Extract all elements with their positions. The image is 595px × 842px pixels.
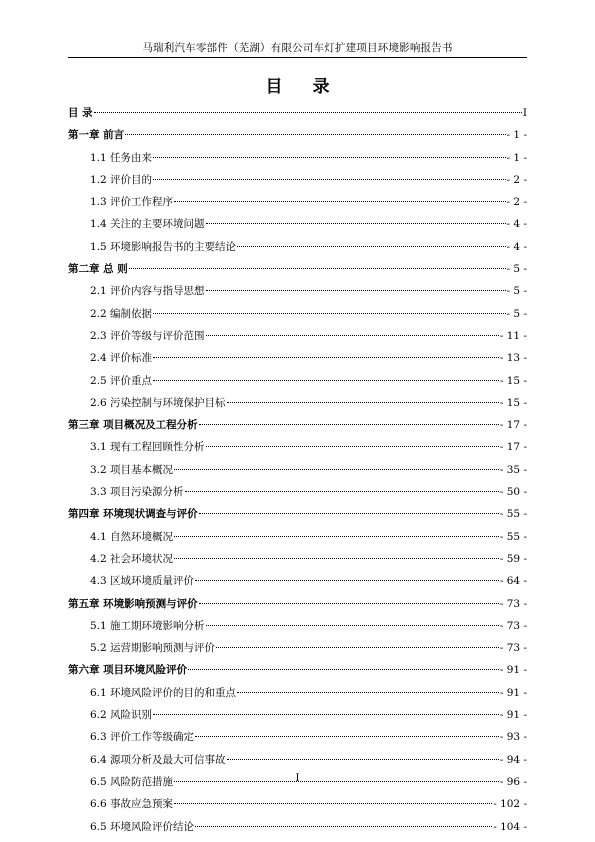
toc-entry-label: 1.3 评价工作程序 xyxy=(90,196,174,209)
toc-dot-leader xyxy=(153,313,506,314)
toc-dot-leader xyxy=(174,558,499,559)
toc-entry-label: 4.2 社会环境状况 xyxy=(90,552,174,565)
toc-section-entry[interactable] xyxy=(68,526,527,548)
toc-entry-label: 5.2 运营期影响预测与评价 xyxy=(90,642,216,655)
toc-section-entry[interactable] xyxy=(68,280,527,302)
toc-section-entry[interactable] xyxy=(68,191,527,213)
toc-entry-page: - 2 - xyxy=(506,196,527,209)
toc-dot-leader xyxy=(206,446,499,447)
toc-entry-page: - 4 - xyxy=(506,218,527,231)
toc-chapter-entry[interactable] xyxy=(68,258,527,280)
toc-section-entry[interactable] xyxy=(68,325,527,347)
toc-entry-label: 6.1 环境风险评价的目的和重点 xyxy=(90,686,237,699)
toc-entry-page: - 91 - xyxy=(499,709,527,722)
toc-entry-label: 2.6 污染控制与环境保护目标 xyxy=(90,396,226,409)
toc-dot-leader xyxy=(206,335,499,336)
toc-entry-page: - 5 - xyxy=(506,307,527,320)
toc-entry-label: 2.1 评价内容与指导思想 xyxy=(90,285,205,298)
toc-section-entry[interactable] xyxy=(68,436,527,458)
toc-entry-page: - 5 - xyxy=(506,285,527,298)
toc-dot-leader xyxy=(174,201,506,202)
toc-entry-label: 第四章 环境现状调查与评价 xyxy=(68,508,198,521)
toc-entry-label: 2.3 评价等级与评价范围 xyxy=(90,329,205,342)
toc-section-entry[interactable] xyxy=(68,570,527,592)
toc-dot-leader xyxy=(129,268,506,269)
toc-entry-page: - 5 - xyxy=(506,263,527,276)
toc-dot-leader xyxy=(216,647,499,648)
toc-entry-label: 2.5 评价重点 xyxy=(90,374,153,387)
toc-entry-label: 6.5 环境风险评价结论 xyxy=(90,820,195,833)
toc-entry-page: - 73 - xyxy=(499,642,527,655)
toc-entry-page: - 55 - xyxy=(499,530,527,543)
toc-entry-page: - 96 - xyxy=(499,775,527,788)
toc-entry-label: 第六章 项目环境风险评价 xyxy=(68,664,188,677)
toc-section-entry[interactable] xyxy=(68,169,527,191)
toc-entry-label: 5.1 施工期环境影响分析 xyxy=(90,619,205,632)
toc-section-entry[interactable] xyxy=(68,370,527,392)
toc-section-entry[interactable] xyxy=(68,682,527,704)
toc-dot-leader xyxy=(94,112,522,113)
toc-entry-page: - 91 - xyxy=(499,664,527,677)
toc-entry-label: 3.2 项目基本概况 xyxy=(90,463,174,476)
toc-dot-leader xyxy=(206,290,506,291)
toc-section-entry[interactable] xyxy=(68,347,527,369)
toc-entry-label: 第二章 总 则 xyxy=(68,263,128,276)
toc-dot-leader xyxy=(153,357,499,358)
toc-entry-label: 3.1 现有工程回顾性分析 xyxy=(90,441,205,454)
toc-chapter-entry[interactable] xyxy=(68,102,527,124)
toc-dot-leader xyxy=(227,759,499,760)
toc-entry-page: I xyxy=(522,107,527,119)
toc-entry-page: - 13 - xyxy=(499,352,527,365)
toc-entry-label: 6.2 风险识别 xyxy=(90,709,153,722)
toc-section-entry[interactable] xyxy=(68,637,527,659)
toc-section-entry[interactable] xyxy=(68,548,527,570)
toc-entry-label: 目 录 xyxy=(68,107,93,119)
toc-chapter-entry[interactable] xyxy=(68,414,527,436)
toc-section-entry[interactable] xyxy=(68,816,527,838)
toc-chapter-entry[interactable] xyxy=(68,503,527,525)
toc-entry-label: 4.1 自然环境概况 xyxy=(90,530,174,543)
table-of-contents xyxy=(68,102,527,838)
toc-dot-leader xyxy=(237,246,506,247)
toc-section-entry[interactable] xyxy=(68,793,527,815)
toc-dot-leader xyxy=(125,134,505,135)
toc-entry-label: 1.5 环境影响报告书的主要结论 xyxy=(90,240,237,253)
toc-section-entry[interactable] xyxy=(68,749,527,771)
toc-dot-leader xyxy=(174,469,499,470)
toc-entry-page: - 55 - xyxy=(499,508,527,521)
toc-entry-page: - 93 - xyxy=(499,731,527,744)
toc-chapter-entry[interactable] xyxy=(68,659,527,681)
toc-entry-page: - 73 - xyxy=(499,597,527,610)
toc-entry-label: 1.2 评价目的 xyxy=(90,173,153,186)
toc-entry-label: 1.4 关注的主要环境问题 xyxy=(90,218,205,231)
toc-chapter-entry[interactable] xyxy=(68,124,527,146)
toc-section-entry[interactable] xyxy=(68,726,527,748)
toc-dot-leader xyxy=(153,179,506,180)
toc-entry-page: - 73 - xyxy=(499,619,527,632)
toc-entry-page: - 104 - xyxy=(493,820,527,833)
toc-entry-page: - 1 - xyxy=(506,129,527,142)
toc-dot-leader xyxy=(227,402,499,403)
toc-dot-leader xyxy=(174,536,499,537)
toc-entry-page: - 1 - xyxy=(506,151,527,164)
toc-entry-label: 2.4 评价标准 xyxy=(90,352,153,365)
toc-entry-label: 4.3 区域环境质量评价 xyxy=(90,575,195,588)
toc-entry-page: - 94 - xyxy=(499,753,527,766)
toc-entry-label: 第一章 前言 xyxy=(68,129,125,142)
toc-entry-page: - 35 - xyxy=(499,463,527,476)
toc-dot-leader xyxy=(153,380,499,381)
toc-entry-label: 6.5 风险防范措施 xyxy=(90,775,174,788)
toc-entry-label: 6.4 源项分析及最大可信事故 xyxy=(90,753,226,766)
toc-entry-page: - 15 - xyxy=(499,374,527,387)
toc-section-entry[interactable] xyxy=(68,303,527,325)
toc-section-entry[interactable] xyxy=(68,704,527,726)
toc-dot-leader xyxy=(195,826,492,827)
toc-entry-page: - 15 - xyxy=(499,396,527,409)
toc-dot-leader xyxy=(237,692,499,693)
page-number: I xyxy=(295,773,300,784)
toc-dot-leader xyxy=(206,223,506,224)
toc-entry-page: - 17 - xyxy=(499,441,527,454)
toc-section-entry[interactable] xyxy=(68,147,527,169)
toc-entry-page: - 17 - xyxy=(499,419,527,432)
header-rule xyxy=(68,57,527,58)
toc-section-entry[interactable] xyxy=(68,615,527,637)
running-header: 马瑞利汽车零部件（芜湖）有限公司车灯扩建项目环境影响报告书 xyxy=(142,42,453,54)
toc-entry-page: - 59 - xyxy=(499,552,527,565)
toc-entry-label: 6.3 评价工作等级确定 xyxy=(90,731,195,744)
toc-dot-leader xyxy=(174,803,492,804)
toc-section-entry[interactable] xyxy=(68,236,527,258)
toc-entry-label: 1.1 任务由来 xyxy=(90,151,153,164)
toc-entry-page: - 2 - xyxy=(506,173,527,186)
toc-dot-leader xyxy=(199,513,499,514)
toc-dot-leader xyxy=(199,603,499,604)
toc-section-entry[interactable] xyxy=(68,392,527,414)
toc-entry-page: - 4 - xyxy=(506,240,527,253)
toc-entry-page: - 11 - xyxy=(499,329,527,342)
toc-dot-leader xyxy=(195,736,499,737)
toc-dot-leader xyxy=(195,580,499,581)
toc-entry-page: - 102 - xyxy=(493,798,527,811)
toc-dot-leader xyxy=(185,491,499,492)
toc-entry-label: 第五章 环境影响预测与评价 xyxy=(68,597,198,610)
toc-dot-leader xyxy=(199,424,499,425)
toc-entry-label: 第三章 项目概况及工程分析 xyxy=(68,419,198,432)
toc-entry-page: - 91 - xyxy=(499,686,527,699)
toc-title: 目 录 xyxy=(265,77,342,97)
toc-dot-leader xyxy=(206,625,499,626)
toc-entry-page: - 64 - xyxy=(499,575,527,588)
toc-section-entry[interactable] xyxy=(68,459,527,481)
toc-entry-label: 3.3 项目污染源分析 xyxy=(90,486,184,499)
toc-entry-page: - 50 - xyxy=(499,486,527,499)
toc-dot-leader xyxy=(188,669,499,670)
toc-dot-leader xyxy=(153,157,506,158)
toc-entry-label: 6.6 事故应急预案 xyxy=(90,798,174,811)
toc-dot-leader xyxy=(153,714,499,715)
toc-section-entry[interactable] xyxy=(68,213,527,235)
toc-entry-label: 2.2 编制依据 xyxy=(90,307,153,320)
toc-chapter-entry[interactable] xyxy=(68,593,527,615)
toc-section-entry[interactable] xyxy=(68,481,527,503)
